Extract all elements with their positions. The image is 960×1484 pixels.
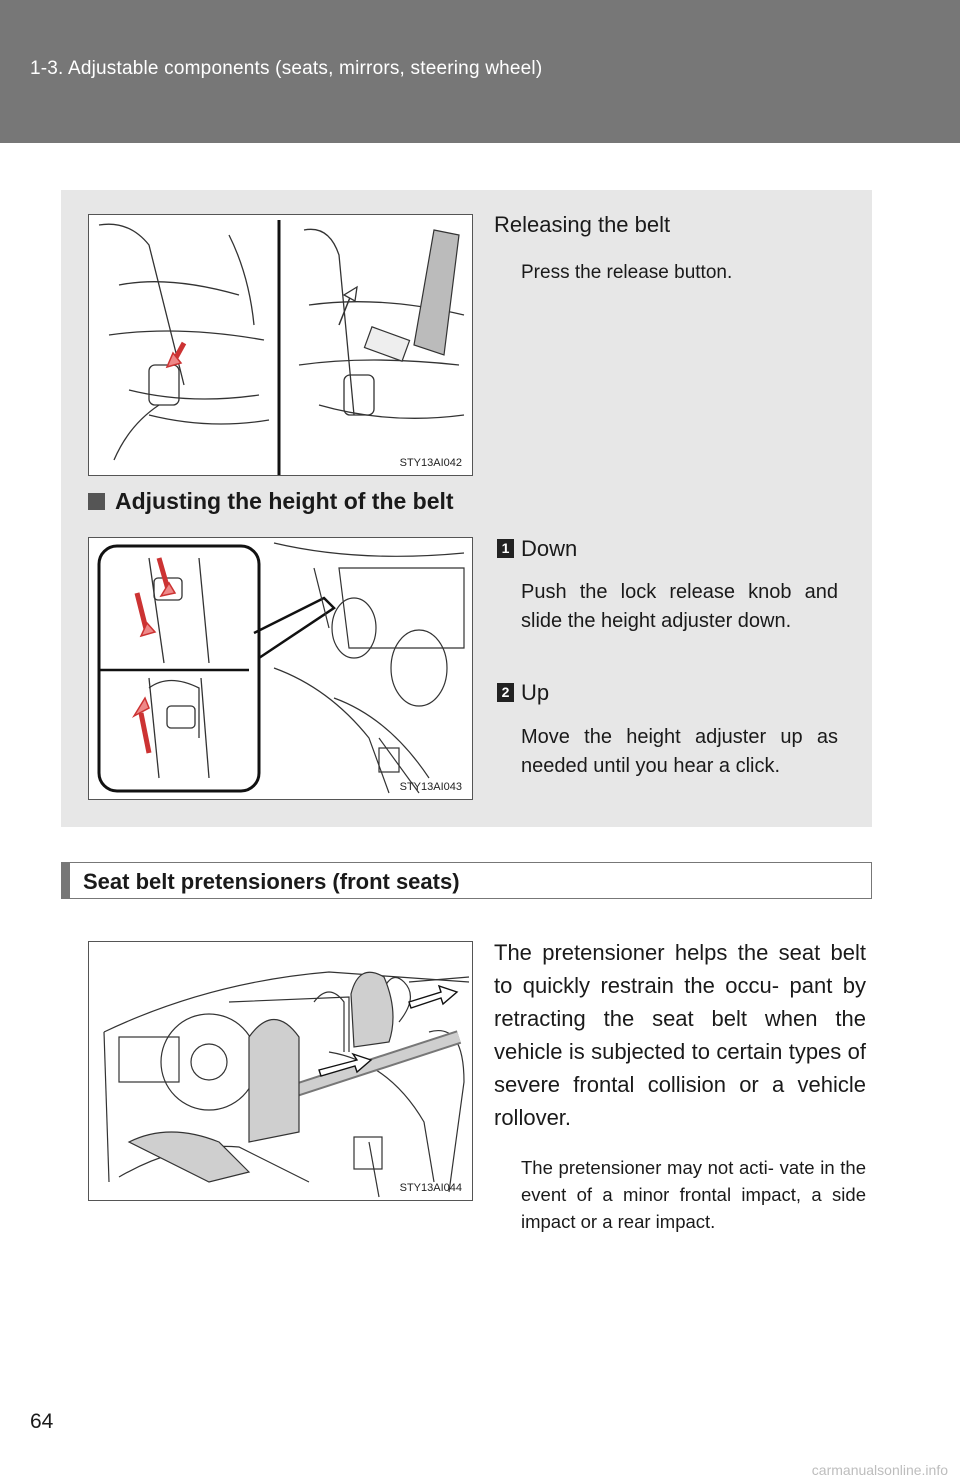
section-heading-bar bbox=[61, 862, 872, 899]
up-instruction: Move the height adjuster up as needed until you hear a click. bbox=[521, 726, 838, 777]
number-badge-1: 1 bbox=[497, 539, 514, 558]
number-badge-2: 2 bbox=[497, 683, 514, 702]
height-adjust-heading bbox=[88, 488, 454, 515]
down-instruction: Push the lock release knob and slide the height adjuster down. bbox=[521, 581, 838, 632]
height-adjust-illustration bbox=[89, 538, 473, 800]
releasing-title: Releasing the belt bbox=[494, 212, 671, 237]
release-belt-illustration bbox=[89, 215, 473, 476]
releasing-instruction: Press the release button. bbox=[521, 262, 733, 283]
figure-code: STY13AI044 bbox=[399, 1182, 462, 1194]
section-breadcrumb: 1-3. Adjustable components (seats, mirrors, steering wheel) bbox=[30, 58, 543, 79]
height-adjust-figure bbox=[88, 537, 473, 800]
height-adjust-heading-text: Adjusting the height of the belt bbox=[115, 488, 454, 514]
release-belt-figure bbox=[88, 214, 473, 476]
page-number: 64 bbox=[30, 1410, 54, 1433]
figure-code: STY13AI042 bbox=[399, 457, 462, 469]
section-accent bbox=[61, 863, 70, 898]
bullet-square-icon bbox=[88, 493, 105, 510]
down-label: Down bbox=[521, 536, 578, 561]
section-title: Seat belt pretensioners (front seats) bbox=[83, 869, 460, 894]
pretensioner-paragraph: The pretensioner helps the seat belt to quickly restrain the occu- pant by retracting the seat belt when the vehicle is subjected to certain types of severe frontal collision or a vehicle rollover. bbox=[494, 940, 866, 1130]
up-label: Up bbox=[521, 680, 550, 705]
pretensioner-illustration bbox=[89, 942, 473, 1201]
figure-code: STY13AI043 bbox=[399, 781, 462, 793]
page-header bbox=[0, 0, 960, 143]
watermark: carmanualsonline.info bbox=[811, 1462, 948, 1478]
pretensioner-figure bbox=[88, 941, 473, 1201]
pretensioner-note: The pretensioner may not acti- vate in the event of a minor frontal impact, a side impact or a rear impact. bbox=[521, 1157, 866, 1232]
